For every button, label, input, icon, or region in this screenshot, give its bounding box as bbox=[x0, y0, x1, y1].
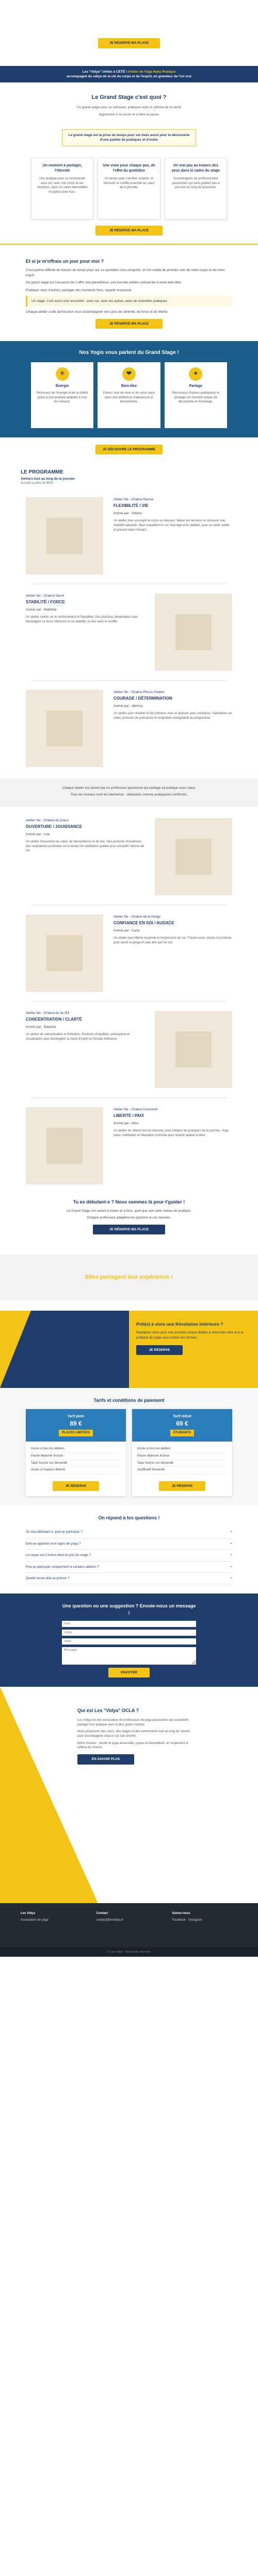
price-feature: Accès à tous les ateliers bbox=[137, 1446, 227, 1453]
about-paragraph: Les Vidya est une association de professeurs de yoga passionnés qui souhaitent partager leur pratique avec le plus grand nombre. bbox=[77, 1719, 188, 1726]
name-field[interactable] bbox=[62, 1621, 196, 1627]
info-paragraph: Tous les niveaux sont les bienvenus : débutants comme pratiquants confirmés. bbox=[70, 793, 188, 797]
copyright: © Les Vidya - Tous droits réservés bbox=[0, 1947, 258, 1957]
contact-section bbox=[0, 1594, 258, 1687]
feature-card bbox=[98, 158, 160, 219]
testimonials-section bbox=[0, 1255, 258, 1300]
programme-subtitle: Ateliers tout au long de la journée bbox=[21, 477, 75, 481]
atelier-text: Un atelier de concentration et d'intuition. Postures d'équilibre, pranayama et visualisation pour développer la clarté d'esprit et l'écoute intérieure. bbox=[26, 1033, 130, 1041]
price-badge: PLACES LIMITÉES bbox=[59, 1430, 93, 1436]
atelier-meta: Animé par : Solène bbox=[114, 511, 142, 515]
intro-paragraph: Apprendre à se poser et à faire la pause bbox=[99, 112, 159, 116]
promo-cta-button[interactable]: JE RÉSERVE bbox=[136, 1345, 183, 1355]
about-section bbox=[0, 1687, 258, 1903]
price-name: Tarif plein bbox=[67, 1414, 85, 1418]
beginner-section bbox=[0, 1189, 258, 1245]
benefit-card bbox=[165, 362, 227, 428]
price-feature: Justificatif demandé bbox=[137, 1467, 227, 1474]
atelier-meta: Animé par : Baptiste bbox=[26, 1025, 56, 1029]
atelier-item bbox=[0, 1103, 258, 1189]
intro-highlight-box: Le grand stage est la prise de temps pour soi mais aussi pour la découverte d'une palette de pratiques et d'outils bbox=[62, 129, 196, 146]
atelier-label: Atelier No - Chakra Couronne bbox=[114, 1107, 158, 1111]
atelier-meta: Animé par : Léa bbox=[26, 832, 50, 836]
card-text: Une pratique pour se reconnecter avec soi, avec son corps et ses émotions, dans un cadre bienveillant et joyeux pour tous. bbox=[37, 177, 88, 194]
reserve-button[interactable]: JE RÉSERVE MA PLACE bbox=[93, 1225, 165, 1234]
faq-question: Je suis débutant·e, puis-je participer ? bbox=[26, 1530, 83, 1534]
atelier-image bbox=[26, 690, 103, 767]
faq-item[interactable] bbox=[26, 1573, 232, 1584]
hero-line: Le Grand Stage bbox=[118, 30, 140, 33]
benefit-text: Rencontrez d'autres pratiquants et partagez un moment unique de découverte et d'échange. bbox=[172, 391, 220, 404]
atelier-text: Un atelier de clôture tout en douceur, pour intégrer les pratiques de la journée. Yoga nidra, méditation et relaxation profonde pour repartir apaisé et libre. bbox=[114, 1129, 229, 1137]
atelier-label: Atelier No - Chakra du 3e Œil bbox=[26, 1011, 70, 1015]
programme-button[interactable]: JE DÉCOUVRE LE PROGRAMME bbox=[95, 445, 163, 454]
atelier-label: Atelier No - Chakra Plexus Solaire bbox=[114, 690, 165, 694]
price-feature: Tapis fournis sur demande bbox=[31, 1460, 121, 1467]
card-text: Un temps pour s'arrêter, respirer, et retrouver le souffle essentiel au cœur de la journée. bbox=[103, 177, 155, 190]
atelier-meta: Animé par : Carla bbox=[114, 928, 140, 933]
atelier-text: Un atelier pour libérer la parole et l'expression de soi. Travail vocal, chants et postures pour ouvrir la gorge et oser dire qui l'on est. bbox=[114, 937, 232, 944]
plus-icon: + bbox=[230, 1577, 232, 1581]
atelier-item bbox=[0, 589, 258, 675]
feature-cards bbox=[0, 151, 258, 226]
atelier-label: Atelier No - Chakra Racine bbox=[114, 497, 154, 501]
intro-paragraph: Un grand stage pour se retrouver, pratiquer avec le rythme de la vérité bbox=[76, 106, 182, 110]
why-title: Et si je m'offrais un jour pour moi ? bbox=[26, 259, 104, 264]
plus-icon: + bbox=[230, 1541, 232, 1546]
atelier-image bbox=[26, 914, 103, 992]
atelier-label: Atelier No - Chakra de la Gorge bbox=[114, 914, 161, 919]
plus-icon: + bbox=[230, 1565, 232, 1569]
send-button[interactable]: ENVOYER bbox=[108, 1668, 150, 1677]
promo-title: Prêt(e) à vivre une Révolution intérieure ? bbox=[136, 1321, 223, 1327]
faq-question: Quelle tenue dois-je prévoir ? bbox=[26, 1577, 70, 1581]
plus-icon: + bbox=[230, 1530, 232, 1534]
why-paragraph: Ce grand stage est l'occasion de s'offrir une parenthèse, une journée entière consacrée à votre bien-être. bbox=[26, 281, 182, 285]
atelier-title: CONFIANCE EN SOI / AUDACE bbox=[114, 921, 174, 926]
atelier-text: Un atelier centré sur le renforcement et l'équilibre. Des postures dynamiques pour développer sa force intérieure et sa stabilité, en lien avec le souffle. bbox=[26, 616, 138, 623]
price-feature: Tapis fournis sur demande bbox=[137, 1460, 227, 1467]
price-feature: Pause déjeuner incluse bbox=[137, 1453, 227, 1460]
atelier-title: COURAGE / DÉTERMINATION bbox=[114, 696, 172, 701]
why-paragraph: Pratiquer avec d'autres, partager des moments forts, repartir ressourcé. bbox=[26, 288, 133, 292]
atelier-title: STABILITÉ / FORCE bbox=[26, 600, 65, 605]
banner-highlight: Atelier de Yoga Haha Pratique bbox=[127, 70, 176, 74]
price-feature: Accès à tous les ateliers bbox=[31, 1446, 121, 1453]
banner-text-1: Les "Vidya" Unités à CÉTÉ ! bbox=[82, 70, 128, 74]
benefit-title: Bien-être bbox=[121, 384, 137, 388]
price-amount: 69 € bbox=[176, 1420, 188, 1428]
atelier-title: LIBERTÉ / PAIX bbox=[114, 1113, 144, 1118]
footer bbox=[0, 1903, 258, 1947]
programme-note: Accueil à partir de 9h00 bbox=[21, 482, 54, 485]
atelier-item bbox=[0, 686, 258, 771]
atelier-title: FLEXIBILITÉ / VIE bbox=[114, 503, 149, 509]
faq-section bbox=[0, 1505, 258, 1594]
programme-title: LE PROGRAMME bbox=[21, 469, 63, 476]
faq-question: Le repas est-il inclus dans le prix du stage ? bbox=[26, 1553, 91, 1557]
faq-title: On répond à tes questions ! bbox=[98, 1515, 160, 1521]
footer-link[interactable]: contact@lesvidya.fr bbox=[96, 1918, 124, 1922]
testimonials-title: Elles partagent leur expérience ! bbox=[85, 1274, 173, 1280]
reserve-button[interactable]: JE RÉSERVE MA PLACE bbox=[95, 226, 163, 235]
promo-image bbox=[0, 1311, 129, 1388]
heart-icon: ❤ bbox=[122, 367, 136, 381]
info-panel bbox=[0, 778, 258, 807]
price-feature: Accès à l'espace détente bbox=[31, 1467, 121, 1474]
benefits-section bbox=[0, 341, 258, 437]
email-field[interactable] bbox=[62, 1630, 196, 1636]
feature-card bbox=[165, 158, 227, 219]
pricing-title: Tarifs et conditions de paiement bbox=[93, 1397, 165, 1403]
benefit-text: Prenez soin de vous et de votre corps dans une ambiance chaleureuse et bienveillante. bbox=[103, 391, 155, 404]
benefit-text: Retrouvez de l'énergie et de la vitalité grâce à une pratique adaptée à tous les niveaux. bbox=[36, 391, 88, 404]
atelier-image bbox=[155, 818, 232, 895]
atelier-text: Un atelier pour réveiller le feu intérieur, oser et avancer avec confiance. Salutations au soleil, postures de puissance et respiration énergisante au programme. bbox=[114, 712, 232, 720]
why-quote-box: Un stage, c'est aussi une rencontre : avec soi, avec les autres, avec de nouvelles pratiques. bbox=[26, 296, 232, 307]
atelier-image bbox=[26, 1107, 103, 1184]
hero-subtitle: À PARAÎTRE bbox=[119, 24, 139, 28]
promo-section bbox=[0, 1311, 258, 1388]
ateliers-list bbox=[0, 493, 258, 771]
price-cta-button[interactable]: JE RÉSERVE bbox=[53, 1481, 99, 1491]
faq-item[interactable] bbox=[26, 1562, 232, 1573]
faq-question: Dois-je apporter mon tapis de yoga ? bbox=[26, 1541, 81, 1546]
price-badge: ÉTUDIANTS bbox=[170, 1430, 194, 1436]
card-title: Une vraie pour chaque pas, de l'effet du quotidien bbox=[103, 163, 155, 173]
atelier-title: CONCENTRATION / CLARTÉ bbox=[26, 1017, 82, 1022]
hero-cta-button[interactable]: JE RÉSERVE MA PLACE bbox=[98, 38, 160, 48]
hero-title: Un jour à soi pour Être bbox=[102, 16, 156, 21]
atelier-meta: Animé par : Mathilde bbox=[26, 607, 57, 612]
star-icon: ✦ bbox=[189, 367, 202, 381]
atelier-meta: Animé par : Alice bbox=[114, 1121, 139, 1125]
price-amount: 89 € bbox=[70, 1420, 82, 1428]
info-paragraph: Chaque atelier est animé par un professeur passionné qui partage sa pratique avec cœur. bbox=[62, 786, 196, 790]
card-title: Un moment à partager, l'éternité bbox=[42, 163, 82, 173]
faq-item[interactable] bbox=[26, 1550, 232, 1561]
hero-section bbox=[0, 0, 258, 66]
atelier-meta: Animé par : Jérémy bbox=[114, 704, 143, 708]
atelier-label: Atelier No - Chakra du Cœur bbox=[26, 818, 69, 822]
atelier-title: OUVERTURE / JOUISSANCE bbox=[26, 824, 82, 829]
beginner-paragraph: Chaque professeur adaptera les postures à vos besoins. bbox=[87, 1216, 171, 1220]
sun-icon: ☀ bbox=[56, 367, 69, 381]
why-paragraph: C'est parfois difficile de trouver du temps pour soi. Le quotidien nous emporte, et l'on oublie de prendre soin de notre corps et de notre esprit. bbox=[26, 268, 225, 277]
contact-title: Une question ou une suggestion ? Envoie-nous un message ! bbox=[62, 1603, 196, 1616]
price-cta-button[interactable]: JE RÉSERVE bbox=[159, 1481, 205, 1491]
atelier-text: Un atelier d'ouverture du cœur, de bienveillance et de lien. Des postures d'ouverture, des respirations profondes et un temps de méditation guidée pour accueillir l'amour de soi. bbox=[26, 840, 144, 853]
reserve-button[interactable]: JE RÉSERVE MA PLACE bbox=[95, 319, 163, 329]
divider bbox=[0, 244, 258, 245]
benefit-card bbox=[31, 362, 93, 428]
about-title: Qui est Les "Vidya" OCLA ? bbox=[77, 1707, 139, 1713]
atelier-item bbox=[0, 493, 258, 579]
faq-question: Puis-je participer uniquement à certains ateliers ? bbox=[26, 1565, 100, 1569]
learn-more-button[interactable]: EN SAVOIR PLUS bbox=[77, 1754, 134, 1764]
feature-card bbox=[31, 158, 93, 219]
why-paragraph: Chaque atelier a été pensé pour vous accompagner vers plus de sérénité, de force et de liberté. bbox=[26, 310, 169, 314]
promo-text: Rejoignez-nous pour une journée unique dédiée à votre bien-être et à la pratique du yoga sous toutes ses formes. bbox=[136, 1331, 244, 1340]
benefits-title: Nos Yogis vous parlent du Grand Stage ! bbox=[79, 350, 179, 356]
card-title: Un vrai pas au travers des yeux dans le cadre du stage bbox=[171, 163, 220, 173]
pricing-section bbox=[0, 1388, 258, 1505]
atelier-label: Atelier No - Chakra Sacré bbox=[26, 594, 64, 598]
intro-title: Le Grand Stage c'est quoi ? bbox=[91, 94, 167, 101]
atelier-item bbox=[0, 814, 258, 900]
atelier-image bbox=[155, 1011, 232, 1088]
faq-item[interactable] bbox=[26, 1538, 232, 1550]
atelier-image bbox=[26, 497, 103, 574]
footer-text: Association de yoga bbox=[21, 1918, 49, 1922]
atelier-image bbox=[155, 594, 232, 671]
pricing-card bbox=[26, 1409, 126, 1496]
beginner-paragraph: Le Grand Stage est ouvert à toutes et à tous, quel que soit votre niveau de pratique. bbox=[67, 1209, 191, 1213]
benefit-card bbox=[98, 362, 160, 428]
footer-heading: Contact bbox=[96, 1911, 108, 1915]
banner-text-3: accompagné du rallye de la clé du corps et de l'esprit, en grandeur de l'un vrai bbox=[67, 75, 191, 79]
price-name: Tarif réduit bbox=[172, 1414, 192, 1418]
pricing-card bbox=[132, 1409, 232, 1496]
why-section bbox=[0, 253, 258, 334]
atelier-item bbox=[0, 1007, 258, 1092]
footer-heading: Les Vidya bbox=[21, 1911, 35, 1915]
programme-header bbox=[0, 462, 258, 493]
beginner-title: Tu es débutant·e ? Nous sommes là pour t'guider ! bbox=[73, 1199, 185, 1205]
atelier-item bbox=[0, 910, 258, 996]
benefit-title: Partage bbox=[189, 384, 203, 388]
announcement-banner bbox=[0, 66, 258, 82]
about-paragraph: Nous proposons des cours, des stages et des événements tout au long de l'année pour accompagner chacun sur son chemin. bbox=[77, 1730, 190, 1738]
footer-link[interactable]: Facebook · Instagram bbox=[172, 1918, 202, 1922]
about-paragraph: Notre mission : rendre le yoga accessible, joyeux et bienveillant, en respectant le rythme de chacun. bbox=[77, 1741, 188, 1750]
intro-section bbox=[0, 82, 258, 124]
message-field[interactable] bbox=[62, 1647, 196, 1665]
price-feature: Pause déjeuner incluse bbox=[31, 1453, 121, 1460]
subject-field[interactable] bbox=[62, 1638, 196, 1645]
benefit-title: Énergie bbox=[55, 384, 69, 388]
atelier-text: Un atelier pour assouplir le corps en douceur, libérer les tensions et retrouver une mobilité naturelle. Nous travaillerons sur l'ancrage et la stabilité, pour se sentir solide et présent dans l'instant. bbox=[114, 519, 230, 532]
plus-icon: + bbox=[230, 1553, 232, 1557]
footer-heading: Suivez-nous bbox=[172, 1911, 190, 1915]
faq-item[interactable] bbox=[26, 1527, 232, 1538]
ateliers-list-2 bbox=[0, 814, 258, 1189]
card-text: Accompagnés de professionnels passionnés qui vous guident pas à pas tout au long de la journée. bbox=[172, 177, 220, 190]
